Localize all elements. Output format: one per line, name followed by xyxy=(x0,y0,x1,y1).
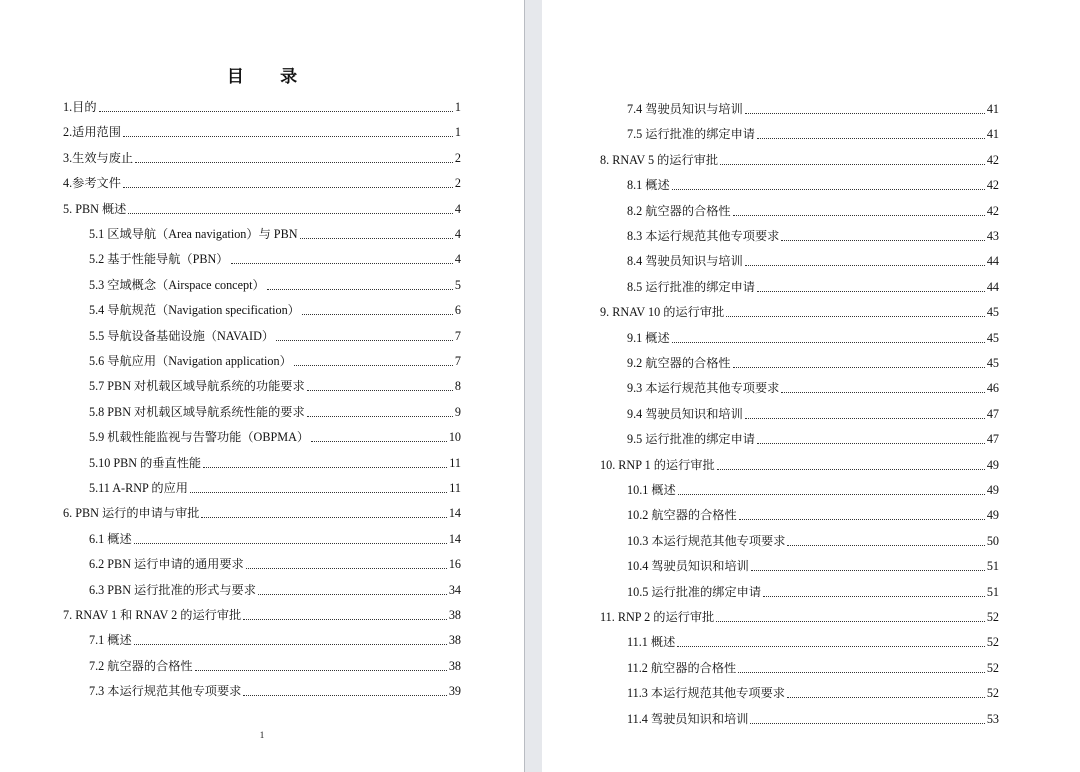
toc-leader-dots xyxy=(99,111,453,112)
toc-leader-dots xyxy=(745,418,985,419)
toc-entry-label: 7. RNAV 1 和 RNAV 2 的运行审批 xyxy=(63,608,242,622)
toc-entry-page: 43 xyxy=(986,229,999,243)
toc-entry-label: 7.4 驾驶员知识与培训 xyxy=(627,102,743,116)
toc-entry-label: 11.2 航空器的合格性 xyxy=(627,660,737,675)
toc-leader-dots xyxy=(276,340,453,341)
toc-list-right xyxy=(542,0,1080,772)
toc-entry[interactable] xyxy=(600,153,999,168)
toc-leader-dots xyxy=(745,113,985,114)
toc-entry-page: 2 xyxy=(454,176,461,191)
toc-entry-page: 52 xyxy=(986,610,999,624)
toc-entry-label: 8.4 驾驶员知识与培训 xyxy=(627,254,743,269)
toc-entry-label: 5.1 区域导航（Area navigation）与 PBN xyxy=(89,227,298,241)
toc-entry-label: 7.5 运行批准的绑定申请 xyxy=(627,127,755,142)
toc-entry-label: 10.2 航空器的合格性 xyxy=(627,508,737,523)
toc-leader-dots xyxy=(745,265,985,266)
toc-entry-label: 8.3 本运行规范其他专项要求 xyxy=(627,229,780,243)
toc-entry-label: 5.4 导航规范（Navigation specification） xyxy=(89,303,300,318)
toc-entry-label: 11.3 本运行规范其他专项要求 xyxy=(627,686,785,701)
toc-entry-page: 2 xyxy=(454,150,461,165)
toc-leader-dots xyxy=(134,543,447,544)
toc-entry-page: 4 xyxy=(454,227,461,241)
toc-entry-label: 5.6 导航应用（Navigation application） xyxy=(89,354,292,368)
toc-entry-page: 39 xyxy=(448,684,461,699)
toc-entry-label: 5.9 机载性能监视与告警功能（OBPMA） xyxy=(89,430,310,445)
toc-entry-page: 7 xyxy=(454,354,461,368)
toc-entry-page: 38 xyxy=(448,633,461,648)
toc-entry[interactable] xyxy=(627,686,999,701)
toc-entry-label: 10.3 本运行规范其他专项要求 xyxy=(627,533,786,548)
toc-leader-dots xyxy=(726,316,985,317)
toc-leader-dots xyxy=(231,263,453,264)
toc-leader-dots xyxy=(738,672,985,673)
toc-entry-page: 51 xyxy=(986,559,999,574)
toc-entry[interactable] xyxy=(89,303,461,318)
toc-leader-dots xyxy=(763,596,985,597)
toc-leader-dots xyxy=(757,138,985,139)
toc-entry-label: 2.适用范围 xyxy=(63,125,121,140)
page-number: 1 xyxy=(259,730,265,740)
toc-entry-page: 42 xyxy=(986,203,999,218)
toc-leader-dots xyxy=(750,723,984,724)
toc-entry[interactable] xyxy=(89,227,461,242)
page-edge-divider xyxy=(524,0,525,772)
toc-entry-label: 9.3 本运行规范其他专项要求 xyxy=(627,381,780,396)
toc-entry-label: 6.1 概述 xyxy=(89,531,132,546)
toc-entry-label: 3.生效与废止 xyxy=(63,150,134,165)
toc-entry-label: 5.2 基于性能导航（PBN） xyxy=(89,252,229,267)
toc-entry-page: 47 xyxy=(986,406,999,421)
toc-entry-label: 11.4 驾驶员知识和培训 xyxy=(627,711,749,726)
toc-entry-page: 42 xyxy=(986,152,999,167)
toc-leader-dots xyxy=(307,390,453,391)
toc-entry-page: 5 xyxy=(454,277,461,292)
toc-entry-page: 46 xyxy=(986,381,999,396)
toc-entry-page: 49 xyxy=(986,508,999,523)
toc-entry-page: 49 xyxy=(986,483,999,497)
toc-entry-page: 51 xyxy=(986,584,999,599)
toc-entry-label: 6.2 PBN 运行申请的通用要求 xyxy=(89,557,244,572)
toc-entry-label: 9.2 航空器的合格性 xyxy=(627,356,731,370)
toc-entry-page: 7 xyxy=(454,328,461,343)
toc-entry[interactable] xyxy=(627,204,999,219)
toc-entry-page: 38 xyxy=(448,608,461,622)
toc-entry-label: 10.4 驾驶员知识和培训 xyxy=(627,559,749,574)
toc-entry-page: 14 xyxy=(448,531,461,546)
toc-entry-page: 34 xyxy=(448,582,461,597)
toc-entry[interactable] xyxy=(89,252,461,267)
toc-leader-dots xyxy=(258,594,447,595)
toc-entry[interactable] xyxy=(89,532,461,547)
toc-leader-dots xyxy=(720,164,985,165)
toc-leader-dots xyxy=(307,416,453,417)
toc-entry[interactable] xyxy=(89,278,461,293)
toc-entry-page: 1 xyxy=(454,125,461,140)
toc-entry[interactable] xyxy=(627,508,999,523)
toc-entry-page: 38 xyxy=(448,658,461,673)
toc-entry[interactable] xyxy=(89,430,461,445)
toc-entry[interactable] xyxy=(627,102,999,117)
toc-title: 目 录 xyxy=(226,67,314,86)
toc-leader-dots xyxy=(201,517,446,518)
toc-entry-label: 9.5 运行批准的绑定申请 xyxy=(627,432,755,447)
toc-leader-dots xyxy=(243,695,446,696)
toc-entry-page: 11 xyxy=(449,481,461,495)
toc-entry-page: 10 xyxy=(448,430,461,445)
toc-entry[interactable] xyxy=(627,712,999,727)
toc-entry-label: 7.3 本运行规范其他专项要求 xyxy=(89,684,242,699)
toc-entry[interactable] xyxy=(627,585,999,600)
toc-entry[interactable] xyxy=(627,127,999,142)
toc-entry[interactable] xyxy=(89,684,461,699)
toc-entry[interactable] xyxy=(600,610,999,625)
toc-leader-dots xyxy=(716,621,985,622)
toc-entry-label: 5.3 空域概念（Airspace concept） xyxy=(89,277,265,292)
toc-entry[interactable] xyxy=(89,481,461,496)
toc-entry[interactable] xyxy=(89,405,461,420)
toc-entry-label: 7.1 概述 xyxy=(89,633,132,648)
toc-entry-page: 14 xyxy=(448,506,461,521)
toc-leader-dots xyxy=(751,570,985,571)
toc-entry-label: 10.5 运行批准的绑定申请 xyxy=(627,584,762,599)
toc-entry-page: 45 xyxy=(986,330,999,345)
toc-entry-page: 44 xyxy=(986,279,999,294)
toc-entry-label: 1.目的 xyxy=(63,100,97,114)
toc-leader-dots xyxy=(672,189,985,190)
toc-leader-dots xyxy=(134,644,447,645)
document-page-left xyxy=(0,0,524,772)
toc-entry-label: 9. RNAV 10 的运行审批 xyxy=(600,305,725,320)
toc-entry-page: 52 xyxy=(986,686,999,701)
toc-leader-dots xyxy=(246,568,447,569)
toc-entry-page: 4 xyxy=(454,201,461,216)
toc-entry[interactable] xyxy=(627,280,999,295)
toc-leader-dots xyxy=(678,494,985,495)
toc-entry-label: 7.2 航空器的合格性 xyxy=(89,658,193,673)
toc-entry[interactable] xyxy=(627,661,999,676)
toc-entry-page: 8 xyxy=(454,379,461,394)
toc-entry[interactable] xyxy=(63,608,461,623)
toc-entry[interactable] xyxy=(89,329,461,344)
toc-entry-page: 45 xyxy=(986,305,999,320)
toc-leader-dots xyxy=(311,441,447,442)
toc-entry[interactable] xyxy=(63,202,461,217)
toc-entry[interactable] xyxy=(89,379,461,394)
toc-entry[interactable] xyxy=(627,483,999,498)
toc-entry-page: 41 xyxy=(986,127,999,142)
toc-entry[interactable] xyxy=(63,125,461,140)
toc-entry-label: 9.1 概述 xyxy=(627,330,670,345)
toc-entry-label: 5.8 PBN 对机载区域导航系统性能的要求 xyxy=(89,404,305,419)
toc-leader-dots xyxy=(781,240,984,241)
toc-entry[interactable] xyxy=(627,407,999,422)
toc-leader-dots xyxy=(203,467,447,468)
toc-leader-dots xyxy=(787,697,985,698)
toc-entry[interactable] xyxy=(89,583,461,598)
toc-leader-dots xyxy=(243,619,447,620)
toc-leader-dots xyxy=(123,136,453,137)
toc-entry[interactable] xyxy=(627,559,999,574)
toc-entry-page: 41 xyxy=(986,102,999,116)
toc-entry[interactable] xyxy=(627,254,999,269)
toc-entry-page: 16 xyxy=(448,557,461,572)
toc-entry-page: 44 xyxy=(986,254,999,269)
toc-entry-label: 5.7 PBN 对机载区域导航系统的功能要求 xyxy=(89,379,305,394)
toc-entry-label: 8.2 航空器的合格性 xyxy=(627,203,731,218)
toc-entry[interactable] xyxy=(627,635,999,650)
toc-entry-page: 53 xyxy=(986,711,999,726)
toc-entry[interactable] xyxy=(627,356,999,371)
toc-entry[interactable] xyxy=(63,176,461,191)
toc-entry[interactable] xyxy=(627,432,999,447)
toc-entry-page: 52 xyxy=(986,635,999,650)
toc-leader-dots xyxy=(123,187,453,188)
toc-entry[interactable] xyxy=(63,100,461,115)
toc-entry[interactable] xyxy=(89,456,461,471)
toc-entry[interactable] xyxy=(600,305,999,320)
toc-entry[interactable] xyxy=(627,229,999,244)
toc-entry-label: 10. RNP 1 的运行审批 xyxy=(600,457,715,472)
toc-entry-label: 9.4 驾驶员知识和培训 xyxy=(627,406,743,421)
toc-leader-dots xyxy=(672,342,985,343)
toc-entry[interactable] xyxy=(627,331,999,346)
toc-leader-dots xyxy=(757,291,985,292)
document-page-right xyxy=(542,0,1080,772)
toc-entry-label: 11.1 概述 xyxy=(627,635,676,650)
toc-leader-dots xyxy=(190,492,447,493)
toc-leader-dots xyxy=(135,162,453,163)
toc-entry-label: 4.参考文件 xyxy=(63,176,121,191)
toc-entry[interactable] xyxy=(627,381,999,396)
toc-entry[interactable] xyxy=(63,151,461,166)
toc-entry-label: 5.5 导航设备基础设施（NAVAID） xyxy=(89,328,275,343)
toc-leader-dots xyxy=(739,519,985,520)
toc-entry-label: 6.3 PBN 运行批准的形式与要求 xyxy=(89,582,256,597)
toc-entry-label: 8.1 概述 xyxy=(627,178,670,193)
toc-entry[interactable] xyxy=(89,557,461,572)
toc-leader-dots xyxy=(677,646,985,647)
toc-leader-dots xyxy=(733,215,985,216)
toc-entry-page: 6 xyxy=(454,303,461,318)
toc-entry[interactable] xyxy=(89,659,461,674)
toc-leader-dots xyxy=(302,314,453,315)
toc-leader-dots xyxy=(781,392,984,393)
toc-entry-page: 11 xyxy=(449,455,461,470)
toc-list-left xyxy=(0,0,524,772)
toc-entry-label: 8. RNAV 5 的运行审批 xyxy=(600,152,719,167)
toc-entry-page: 50 xyxy=(986,533,999,548)
toc-leader-dots xyxy=(717,469,985,470)
toc-entry-page: 47 xyxy=(986,432,999,447)
toc-entry-label: 5.10 PBN 的垂直性能 xyxy=(89,455,202,470)
toc-leader-dots xyxy=(267,289,453,290)
toc-entry-page: 1 xyxy=(454,100,461,114)
toc-entry-page: 4 xyxy=(454,252,461,267)
toc-entry-page: 52 xyxy=(986,660,999,675)
toc-leader-dots xyxy=(300,238,453,239)
toc-leader-dots xyxy=(195,670,447,671)
toc-entry-page: 49 xyxy=(986,457,999,472)
toc-leader-dots xyxy=(757,443,985,444)
toc-entry-page: 9 xyxy=(454,404,461,419)
toc-entry[interactable] xyxy=(89,633,461,648)
toc-entry-label: 5. PBN 概述 xyxy=(63,201,127,216)
toc-leader-dots xyxy=(294,365,453,366)
toc-entry-label: 10.1 概述 xyxy=(627,483,676,497)
toc-entry[interactable] xyxy=(89,354,461,369)
toc-entry-label: 5.11 A-RNP 的应用 xyxy=(89,481,188,495)
toc-entry-page: 45 xyxy=(986,356,999,370)
toc-entry-label: 6. PBN 运行的申请与审批 xyxy=(63,506,200,521)
toc-entry-label: 8.5 运行批准的绑定申请 xyxy=(627,279,755,294)
toc-entry-label: 11. RNP 2 的运行审批 xyxy=(600,610,715,624)
toc-entry-page: 42 xyxy=(986,178,999,193)
toc-entry[interactable] xyxy=(627,178,999,193)
toc-leader-dots xyxy=(733,367,985,368)
toc-entry[interactable] xyxy=(627,534,999,549)
toc-leader-dots xyxy=(128,213,453,214)
toc-entry[interactable] xyxy=(600,458,999,473)
toc-entry[interactable] xyxy=(63,506,461,521)
toc-leader-dots xyxy=(787,545,984,546)
